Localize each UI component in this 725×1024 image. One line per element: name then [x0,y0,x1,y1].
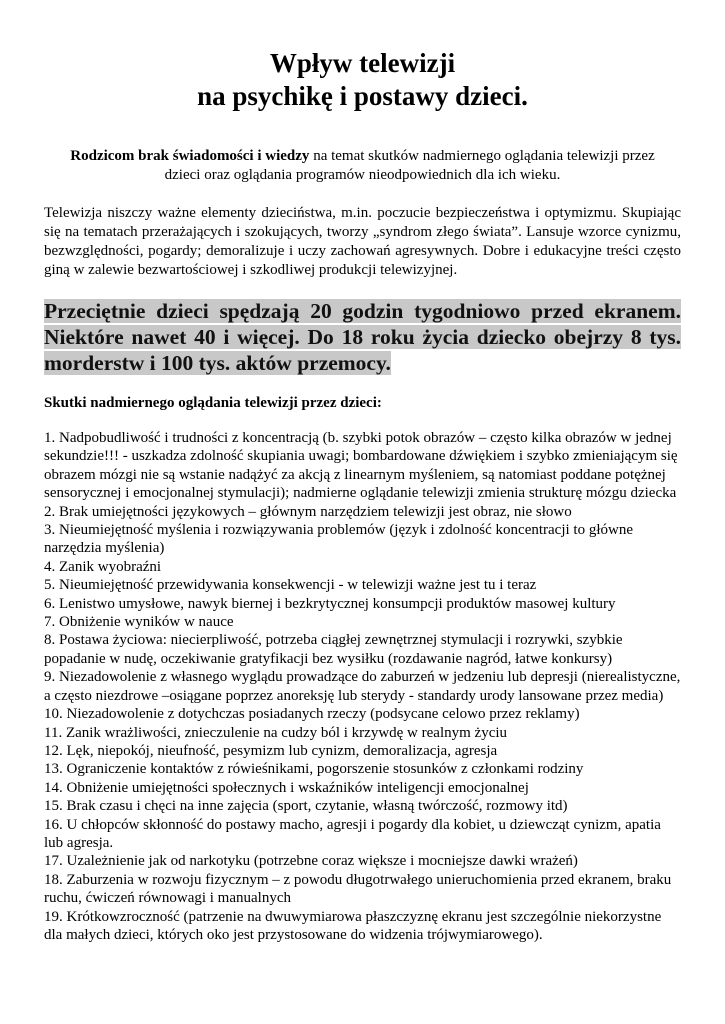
effects-heading: Skutki nadmiernego oglądania telewizji przez dzieci: [44,395,382,411]
list-item: 10. Niezadowolenie z dotychczas posiadanych rzeczy (podsycane celowo przez reklamy) [44,706,580,723]
list-item: 14. Obniżenie umiejętności społecznych i wskaźników inteligencji emocjonalnej [44,779,529,796]
list-item: 16. U chłopców skłonność do postawy macho, agresji i pogardy dla kobiet, u dziewcząt cynizm, apatia lub agresja. [44,816,661,851]
list-item: 19. Krótkowzroczność (patrzenie na dwuwymiarowa płaszczyznę ekranu jest szczególnie niekorzystne dla małych dzieci, których oko jest przystosowane do widzenia trójwymiarowego). [44,908,662,943]
highlighted-statistics [44,298,681,376]
document-title [44,0,681,113]
list-item: 4. Zanik wyobraźni [44,558,162,575]
list-item: 15. Brak czasu i chęci na inne zajęcia (sport, czytanie, własną twórczość, rozmowy itd) [44,798,568,815]
intro-bold-text: Rodzicom brak świadomości i wiedzy [70,148,310,164]
list-item: 13. Ograniczenie kontaktów z rówieśnikami, pogorszenie stosunków z członkami rodziny [44,761,584,778]
body-paragraph: Telewizja niszczy ważne elementy dzieciństwa, m.in. poczucie bezpieczeństwa i optymizmu. Skupiając się na tematach przerażających i szokujących, tworzy „syndrom złego świata”. Lansuje wzorce cynizmu, bezwzględności, pogardy; demoralizuje i uczy zachowań agresywnych. Dobre i edukacyjne treści często giną w zalewie bezwartościowej i szkodliwej produkcji telewizyjnej. [44,205,681,278]
intro-paragraph [58,147,667,185]
list-item: 6. Lenistwo umysłowe, nawyk biernej i bezkrytycznej konsumpcji produktów masowej kultury [44,595,616,612]
list-item: 12. Lęk, niepokój, nieufność, pesymizm lub cynizm, demoralizacja, agresja [44,742,498,759]
list-item: 18. Zaburzenia w rozwoju fizycznym – z powodu długotrwałego unieruchomienia przed ekranem, braku ruchu, ćwiczeń równowagi i manualnych [44,871,672,907]
list-item: 11. Zanik wrażliwości, znieczulenie na cudzy ból i krzywdę w realnym życiu [44,724,508,741]
list-item: 17. Uzależnienie jak od narkotyku (potrzebne coraz większe i mocniejsze dawki wrażeń) [44,853,578,870]
list-item: 2. Brak umiejętności językowych – głównym narzędziem telewizji jest obraz, nie słowo [44,503,572,520]
title-line-1: Wpływ telewizji [269,48,456,78]
list-item: 5. Nieumiejętność przewidywania konsekwencji - w telewizji ważne jest tu i teraz [44,577,537,594]
list-item: 9. Niezadowolenie z własnego wyglądu prowadzące do zaburzeń w jedzeniu lub depresji (nierealistyczne, a często niezdrowe –osiągane poprzez anoreksję lub sterydy - standardy urody lansowane przez media) [44,669,681,704]
effects-list [44,429,681,944]
list-item: 3. Nieumiejętność myślenia i rozwiązywania problemów (język i zdolność koncentracji to główne narzędzia myślenia) [44,522,633,557]
highlighted-statistics-text: Przeciętnie dzieci spędzają 20 godzin tygodniowo przed ekranem. Niektóre nawet 40 i więcej. Do 18 roku życia dziecko obejrzy 8 tys. morderstw i 100 tys. aktów przemocy. [44,299,681,375]
list-item: 8. Postawa życiowa: niecierpliwość, potrzeba ciągłej zewnętrznej stymulacji i rozrywki, szybkie popadanie w nudę, oczekiwanie gratyfikacji bez wysiłku (rozdawanie nagród, łatwe konkursy) [44,632,623,667]
document-page [44,0,681,944]
list-item: 1. Nadpobudliwość i trudności z koncentracją (b. szybki potok obrazów – często kilka obrazów w jednej sekundzie!!! - uszkadza zdolność skupiania uwagi; bombardowane dźwiękiem i szybko zmieniającym się obrazem mózgi nie są wstanie nadążyć za akcją z linearnym myśleniem, są natomiast poddane potężnej sensorycznej i emocjonalnej stymulacji); nadmierne oglądanie telewizji zmienia strukturę mózgu dziecka [44,430,678,502]
title-line-2: na psychikę i postawy dzieci. [197,81,528,111]
list-item: 7. Obniżenie wyników w nauce [44,614,234,631]
intro-text: na temat skutków nadmiernego oglądania telewizji przez dzieci oraz oglądania programów nieodpowiednich dla ich wieku. [164,148,655,183]
